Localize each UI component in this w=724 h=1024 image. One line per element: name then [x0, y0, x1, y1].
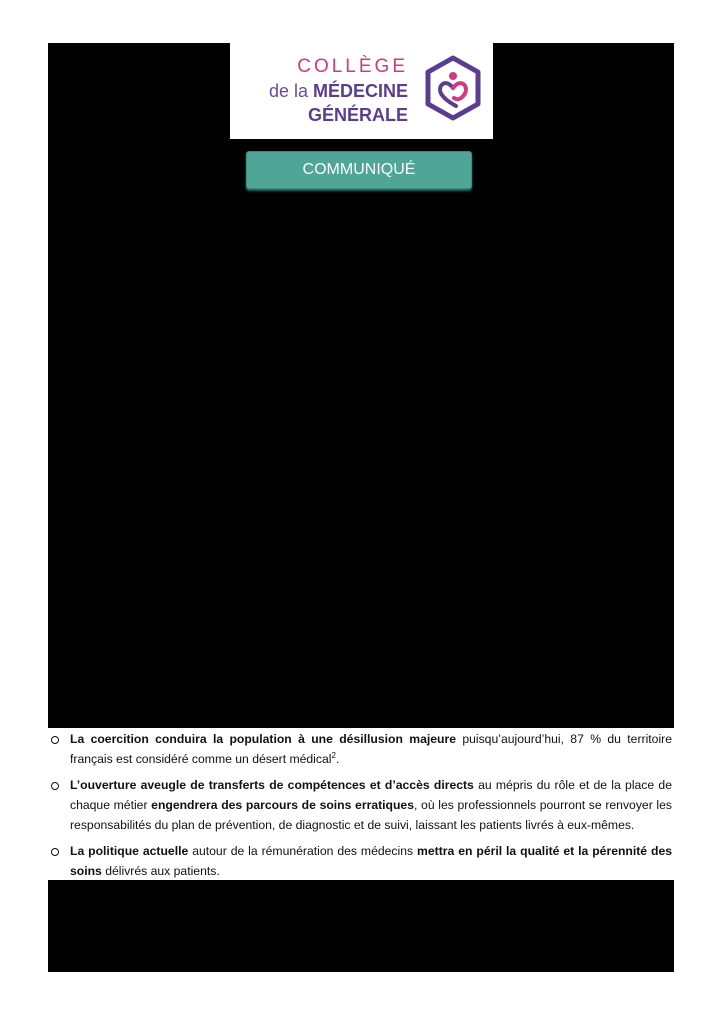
- footnote-marker: 2: [331, 750, 336, 760]
- bullet-text: au mépris du rôle et de la place de chaque métier: [70, 778, 672, 812]
- bullet-bold-text: mettra en péril la qualité et la pérennité des soins: [70, 844, 673, 878]
- list-item: [48, 729, 674, 769]
- hollow-bullet-icon: [51, 848, 59, 856]
- bullet-bold-text: La coercition conduira la population à une désillusion majeure: [70, 732, 456, 746]
- bullet-text: délivrés aux patients.: [101, 864, 220, 878]
- logo-line-medecine: [269, 79, 408, 103]
- hexagon-heart-icon: [423, 55, 483, 121]
- bullet-list: [48, 728, 674, 880]
- hollow-bullet-icon: [51, 736, 59, 744]
- logo-line-college: COLLÈGE: [297, 56, 408, 77]
- college-medecine-generale-logo: [230, 43, 493, 139]
- bullet-text: .: [335, 752, 340, 766]
- bullet-text: puisqu’aujourd’hui, 87 % du territoire français est considéré comme un désert médical: [70, 732, 672, 766]
- bullet-bold-text: La politique actuelle: [70, 844, 189, 858]
- bullet-text: , où les professionnels pourront se renvoyer les responsabilités du plan de prévention, de diagnostic et de suivi, laissant les patients livrés à eux-mêmes.: [70, 798, 672, 832]
- logo-prefix: de la: [268, 81, 313, 101]
- list-item: [48, 841, 674, 881]
- hollow-bullet-icon: [51, 782, 59, 790]
- bullet-text: autour de la rémunération des médecins: [188, 844, 418, 858]
- logo-wordmark: [269, 55, 408, 127]
- bullet-bold-text: L’ouverture aveugle de transferts de compétences et d’accès directs: [70, 778, 474, 792]
- logo-line-generale: GÉNÉRALE: [307, 105, 408, 125]
- logo-medecine: MÉDECINE: [312, 81, 408, 101]
- communique-badge: COMMUNIQUÉ: [246, 151, 472, 189]
- list-item: [48, 775, 674, 835]
- bullet-bold-text: engendrera des parcours de soins erratiques: [151, 798, 414, 812]
